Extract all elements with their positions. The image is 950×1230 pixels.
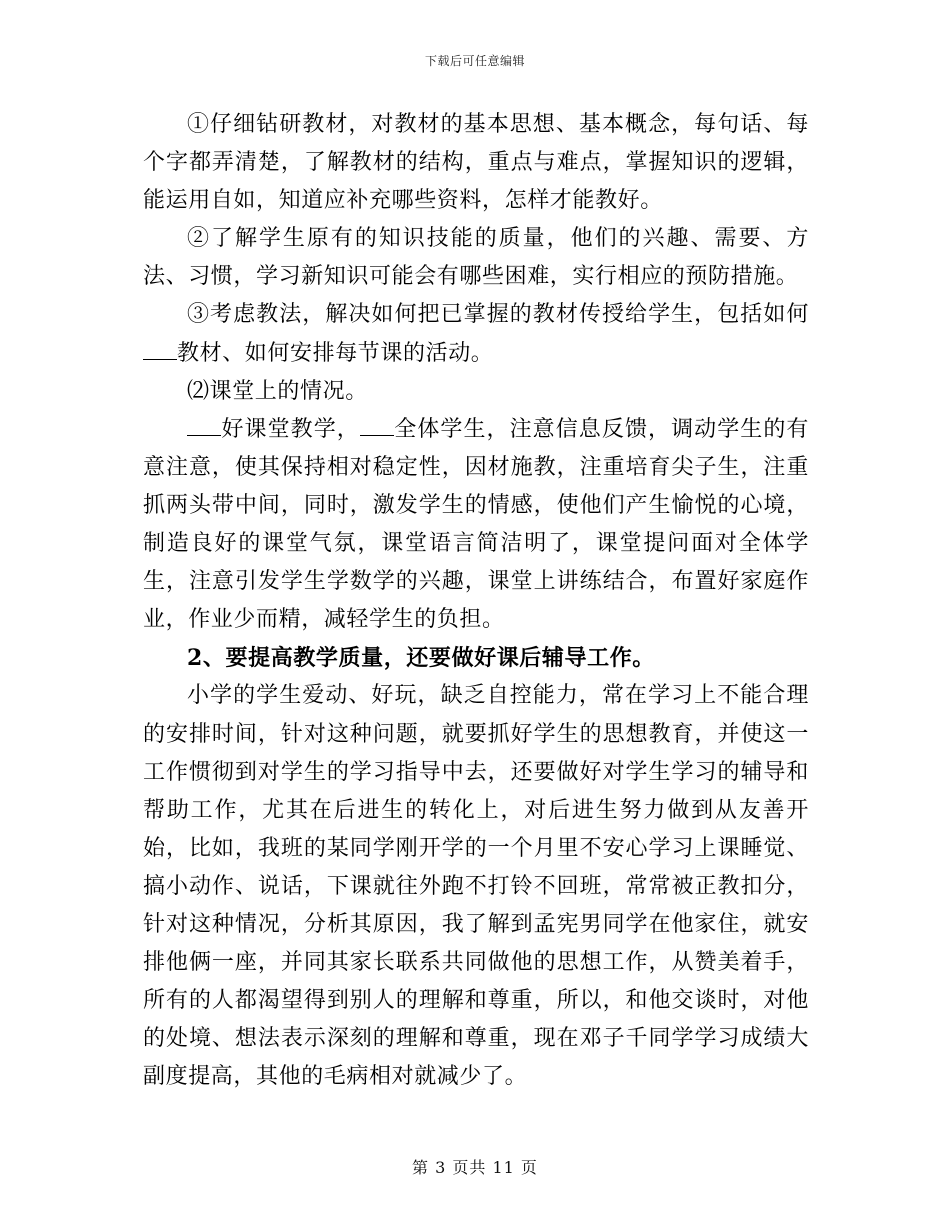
fill-blank — [360, 415, 394, 436]
paragraph-teaching-method-after: 教材、如何安排每节课的活动。 — [177, 340, 494, 366]
paragraph-teaching-method-before: ③考虑教法，解决如何把已掌握的教材传授给学生，包括如何 — [187, 302, 809, 328]
fill-blank — [187, 415, 221, 436]
paragraph-understand-students: ②了解学生原有的知识技能的质量，他们的兴趣、需要、方法、习惯，学习新知识可能会有哪些困难，实行相应的预防措施。 — [143, 226, 809, 290]
subheading-classroom-situation: ⑵课堂上的情况。 — [187, 378, 368, 404]
fill-blank — [143, 339, 177, 360]
paragraph-after-class-tutoring: 小学的学生爱动、好玩，缺乏自控能力，常在学习上不能合理的安排时间，针对这种问题，就要抓好学生的思想教育，并使这一工作惯彻到对学生的学习指导中去，还要做好对学生学习的辅导和帮助工作，尤其在后进生的转化上，对后进生努力做到从友善开始，比如，我班的某同学刚开学的一个月里不安心学习上课睡觉、搞小动作、说话，下课就往外跑不打铃不回班，常常被正教扣分，针对这种情况，分析其原因，我了解到孟宪男同学在他家住，就安排他俩一座，并同其家长联系共同做他的思想工作，从赞美着手，所有的人都渴望得到别人的理解和尊重，所以，和他交谈时，对他的处境、想法表示深刻的理解和尊重，现在邓子千同学学习成绩大副度提高，其他的毛病相对就减少了。 — [143, 683, 809, 1090]
paragraph-study-textbook: ①仔细钻研教材，对教材的基本思想、基本概念，每句话、每个字都弄清楚，了解教材的结构，重点与难点，掌握知识的逻辑，能运用自如，知道应补充哪些资料，怎样才能教好。 — [143, 112, 809, 214]
section-heading-after-class-tutoring: 2、要提高教学质量，还要做好课后辅导工作。 — [187, 645, 655, 672]
page-header-note: 下载后可任意编辑 — [424, 54, 525, 68]
page-number-footer: 第 3 页共 11 页 — [412, 1158, 538, 1177]
paragraph-classroom-teaching — [143, 411, 809, 640]
paragraph-classroom-teaching-part1: 好课堂教学， — [221, 416, 360, 442]
paragraph-teaching-method — [143, 296, 809, 372]
paragraph-classroom-teaching-part2: 全体学生，注意信息反馈，调动学生的有意注意，使其保持相对稳定性，因材施教，注重培育尖子生，注重抓两头带中间，同时，激发学生的情感，使他们产生愉悦的心境，制造良好的课堂气氛，课堂语言简洁明了，课堂提问面对全体学生，注意引发学生学数学的兴趣，课堂上讲练结合，布置好家庭作业，作业少而精，减轻学生的负担。 — [143, 416, 809, 633]
document-body — [143, 106, 809, 1096]
